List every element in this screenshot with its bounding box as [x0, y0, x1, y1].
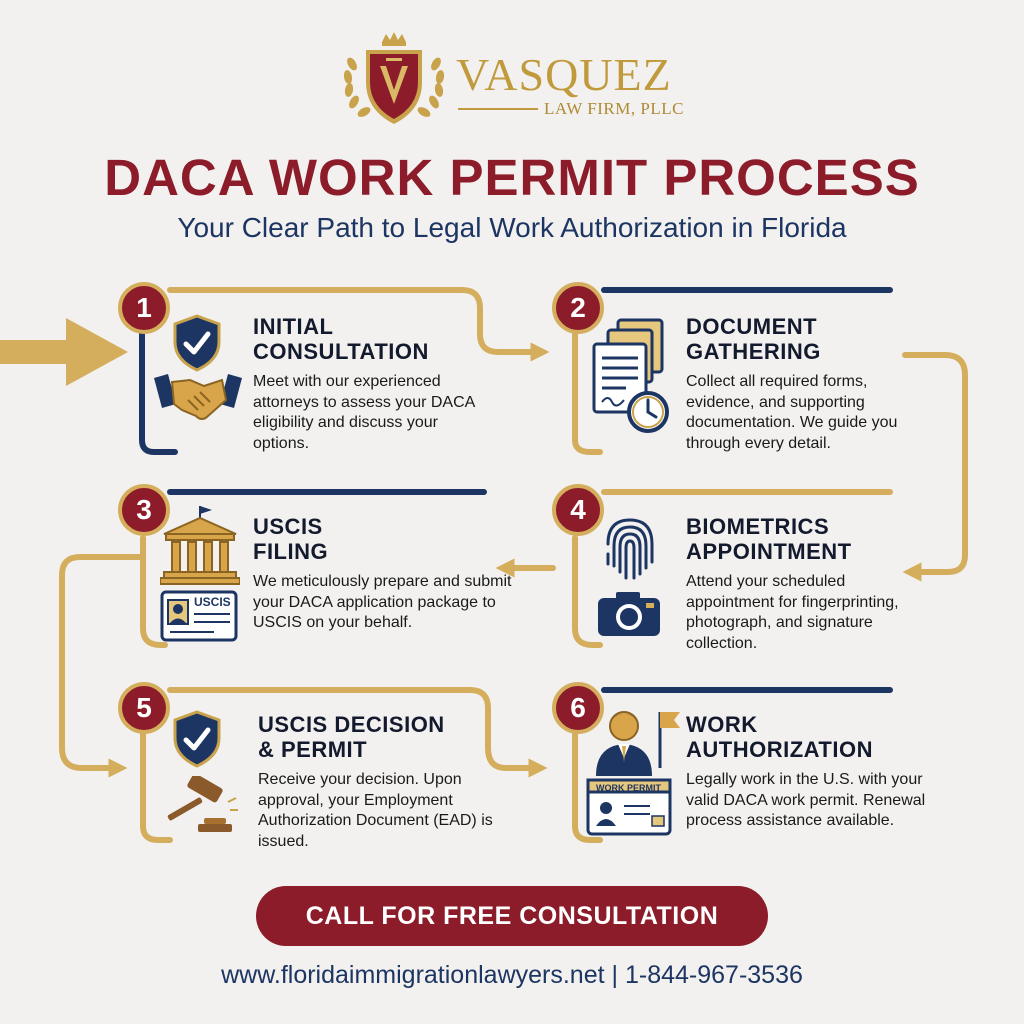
step-4-description: Attend your scheduled appointment for fingerprinting, photograph, and signature collection. [686, 573, 899, 652]
government-building-icon [160, 504, 240, 586]
gavel-icon [160, 776, 240, 840]
logo-name: VASQUEZ [456, 49, 672, 100]
step-2-title: DOCUMENT GATHERING [686, 314, 821, 364]
step-6-description: Legally work in the U.S. with your valid DACA work permit. Renewal process assistance available. [686, 771, 926, 829]
step-4-badge: 4 [552, 484, 604, 536]
person-flag-icon [592, 706, 682, 778]
logo-subtitle: LAW FIRM, PLLC [544, 99, 684, 118]
fingerprint-icon [602, 514, 658, 584]
step-2-badge: 2 [552, 282, 604, 334]
step-5-description: Receive your decision. Upon approval, your Employment Authorization Document (EAD) is issued. [258, 771, 493, 850]
step-3-title: USCIS FILING [253, 514, 329, 564]
step-6-badge: 6 [552, 682, 604, 734]
step-6-title: WORK AUTHORIZATION [686, 712, 873, 762]
free-consultation-button[interactable]: CALL FOR FREE CONSULTATION [256, 886, 768, 946]
page-subtitle: Your Clear Path to Legal Work Authorization in Florida [177, 212, 847, 243]
clock-icon [626, 390, 670, 434]
step-5-title: USCIS DECISION & PERMIT [258, 712, 445, 762]
phone-link[interactable]: 1-844-967-3536 [624, 961, 803, 989]
step-1-title: INITIAL CONSULTATION [253, 314, 429, 364]
step-5-badge: 5 [118, 682, 170, 734]
handshake-icon [152, 370, 244, 426]
footer-contact [0, 960, 1024, 990]
step-3-description: We meticulously prepare and submit your DACA application package to USCIS on your behalf. [253, 573, 512, 631]
id-card-label: USCIS [194, 595, 231, 609]
footer-separator: | [611, 961, 619, 989]
shield-check-icon [172, 314, 222, 372]
work-permit-card-label: WORK PERMIT [596, 783, 661, 793]
page-title: DACA WORK PERMIT PROCESS [104, 149, 920, 206]
camera-icon [596, 590, 662, 638]
shield-check-icon [172, 710, 222, 768]
step-1-description: Meet with our experienced attorneys to assess your DACA eligibility and discuss your options. [253, 373, 475, 452]
step-4-title: BIOMETRICS APPOINTMENT [686, 514, 852, 564]
step-2-description: Collect all required forms, evidence, and supporting documentation. We guide you through every detail. [686, 373, 898, 452]
step-1-badge: 1 [118, 282, 170, 334]
step-3-badge: 3 [118, 484, 170, 536]
website-link[interactable]: www.floridaimmigrationlawyers.net [221, 961, 605, 989]
